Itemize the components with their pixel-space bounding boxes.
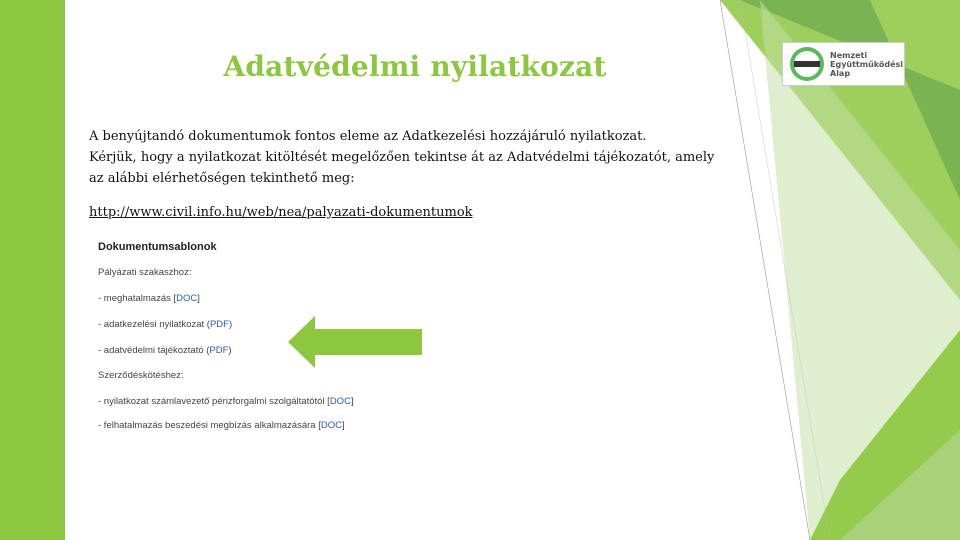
- body-line-1: A benyújtandó dokumentumok fontos eleme az Adatkezelési hozzájáruló nyilatkozat.: [89, 129, 647, 144]
- nea-logo-icon: [787, 44, 827, 84]
- pdf-link[interactable]: PDF: [209, 319, 229, 330]
- section-label: Pályázati szakaszhoz:: [98, 267, 192, 278]
- body-line-3: az alábbi elérhetőségen tekinthető meg:: [89, 171, 355, 186]
- doc-link[interactable]: DOC: [320, 420, 342, 431]
- left-arrow-icon: [288, 316, 422, 368]
- pdf-link[interactable]: PDF: [209, 345, 229, 356]
- logo-text: Nemzeti Együttműködési Alap: [830, 50, 904, 78]
- list-item: - nyilatkozat számlavezető pénzforgalmi szolgáltatótól [DOC]: [98, 396, 354, 407]
- slide-title: Adatvédelmi nyilatkozat: [223, 50, 607, 83]
- left-decor-bar: [0, 0, 65, 540]
- list-item: - adatkezelési nyilatkozat (PDF): [98, 319, 233, 330]
- list-item: - meghatalmazás [DOC]: [98, 293, 200, 304]
- list-item: - felhatalmazás beszedési megbízás alkalmazására [DOC]: [98, 420, 345, 431]
- list-item: - adatvédelmi tájékoztató (PDF): [98, 345, 232, 356]
- documents-link[interactable]: http://www.civil.info.hu/web/nea/palyazati-dokumentumok: [89, 205, 473, 220]
- body-line-2: Kérjük, hogy a nyilatkozat kitöltését megelőzően tekintse át az Adatvédelmi tájékozatót, amely: [89, 150, 715, 165]
- doc-link[interactable]: DOC: [329, 396, 351, 407]
- body-text: [89, 126, 749, 189]
- section-label: Szerződéskötéshez:: [98, 370, 184, 381]
- doc-link[interactable]: DOC: [176, 293, 198, 304]
- nea-logo: [782, 42, 905, 86]
- screenshot-heading: Dokumentumsablonok: [98, 241, 217, 253]
